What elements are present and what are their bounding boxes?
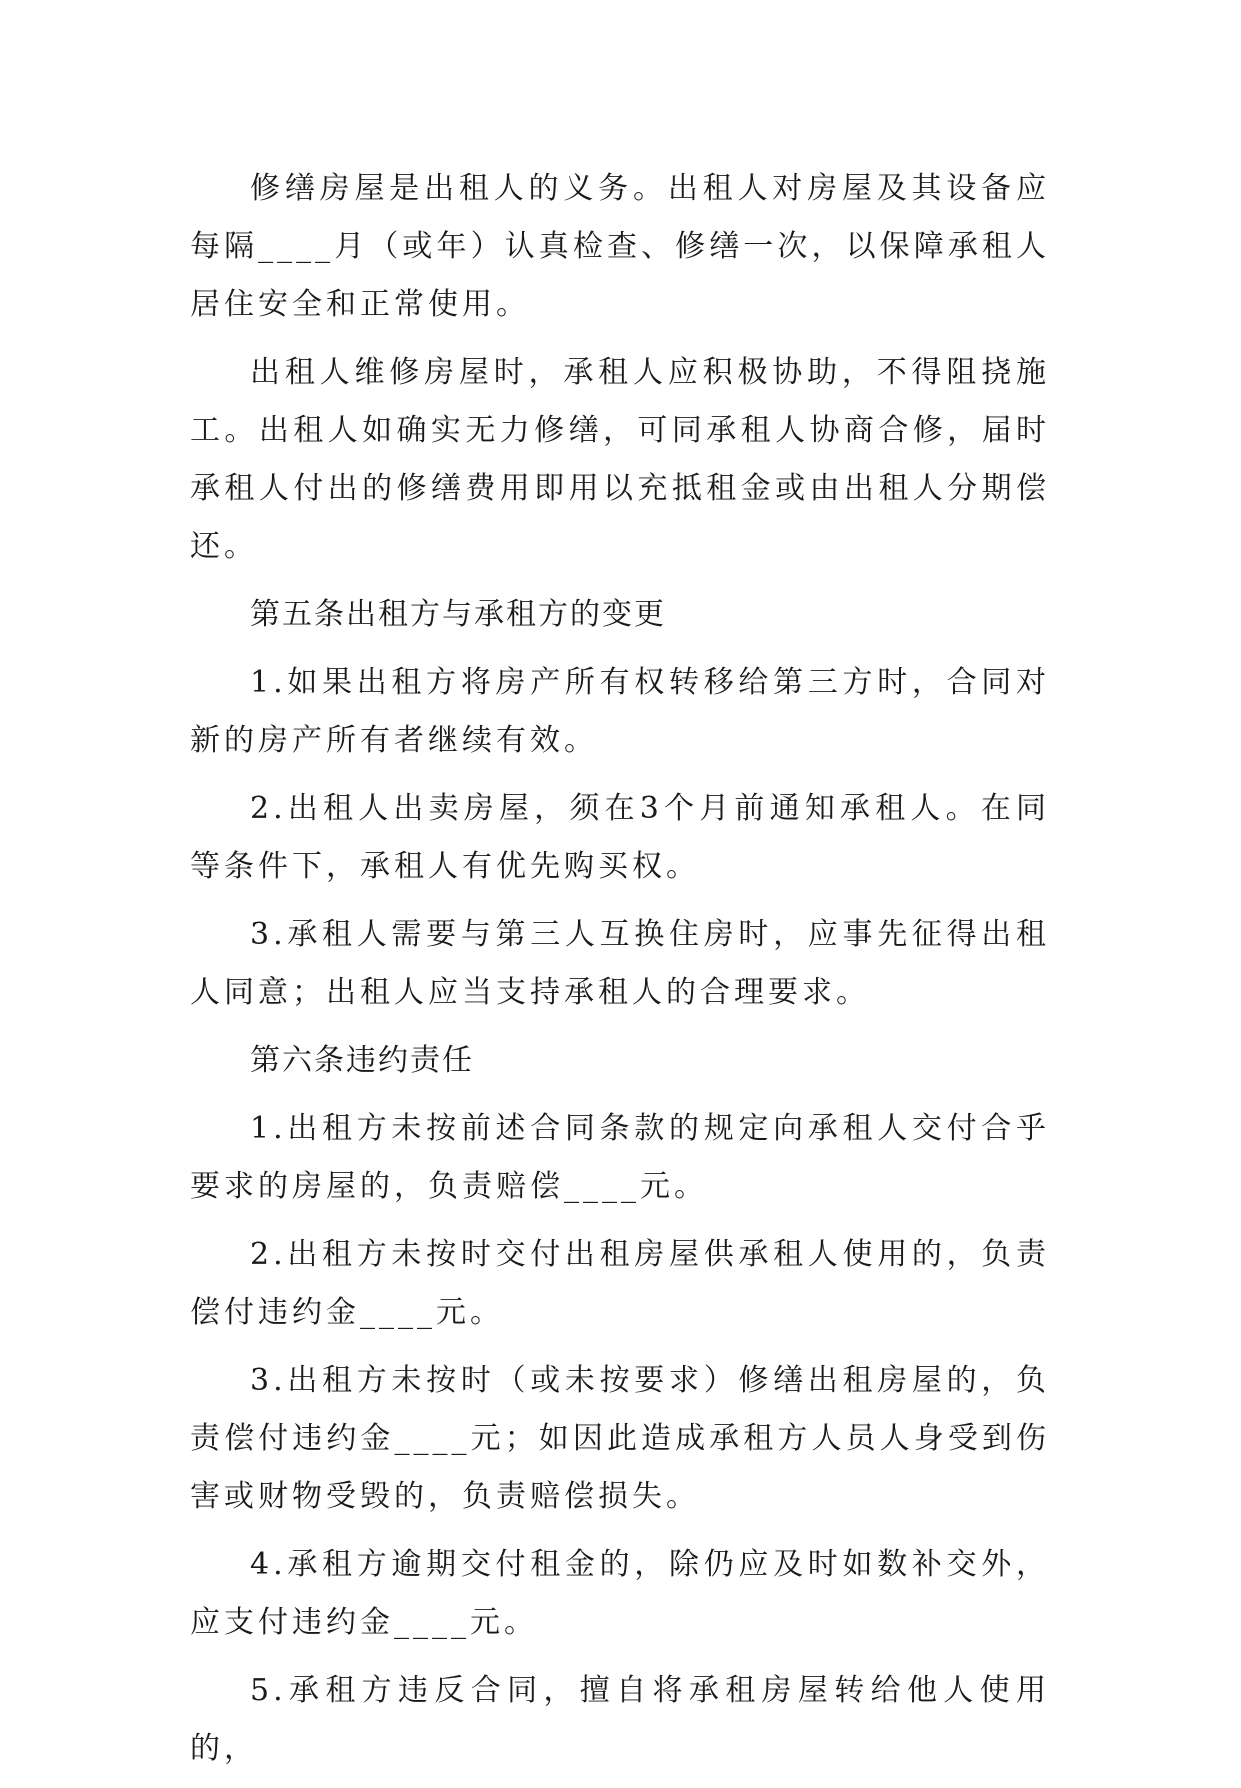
article-6-item-5: 5.承租方违反合同，擅自将承租房屋转给他人使用的，	[190, 1673, 1050, 1766]
article-6-item-4: 4.承租方逾期交付租金的，除仍应及时如数补交外，应支付违约金____元。	[190, 1547, 1050, 1640]
article-5-heading: 第五条出租方与承租方的变更	[250, 597, 666, 632]
article-5-item-2: 2.出租人出卖房屋，须在3个月前通知承租人。在同等条件下，承租人有优先购买权。	[190, 791, 1050, 884]
document-body	[190, 160, 1050, 1788]
article-5-item-1: 1.如果出租方将房产所有权转移给第三方时，合同对新的房产所有者继续有效。	[190, 665, 1050, 758]
article-6-item-1: 1.出租方未按前述合同条款的规定向承租人交付合乎要求的房屋的，负责赔偿____元。	[190, 1111, 1050, 1204]
paragraph-repair-obligation: 修缮房屋是出租人的义务。出租人对房屋及其设备应每隔____月（或年）认真检查、修缮一次，以保障承租人居住安全和正常使用。	[190, 171, 1050, 322]
paragraph-repair-cooperation: 出租人维修房屋时，承租人应积极协助，不得阻挠施工。出租人如确实无力修缮，可同承租人协商合修，届时承租人付出的修缮费用即用以充抵租金或由出租人分期偿还。	[190, 355, 1050, 564]
article-6-heading: 第六条违约责任	[250, 1043, 474, 1078]
article-5-item-3: 3.承租人需要与第三人互换住房时，应事先征得出租人同意；出租人应当支持承租人的合理要求。	[190, 917, 1050, 1010]
article-6-item-3: 3.出租方未按时（或未按要求）修缮出租房屋的，负责偿付违约金____元；如因此造成承租方人员人身受到伤害或财物受毁的，负责赔偿损失。	[190, 1363, 1050, 1514]
article-6-item-2: 2.出租方未按时交付出租房屋供承租人使用的，负责偿付违约金____元。	[190, 1237, 1050, 1330]
